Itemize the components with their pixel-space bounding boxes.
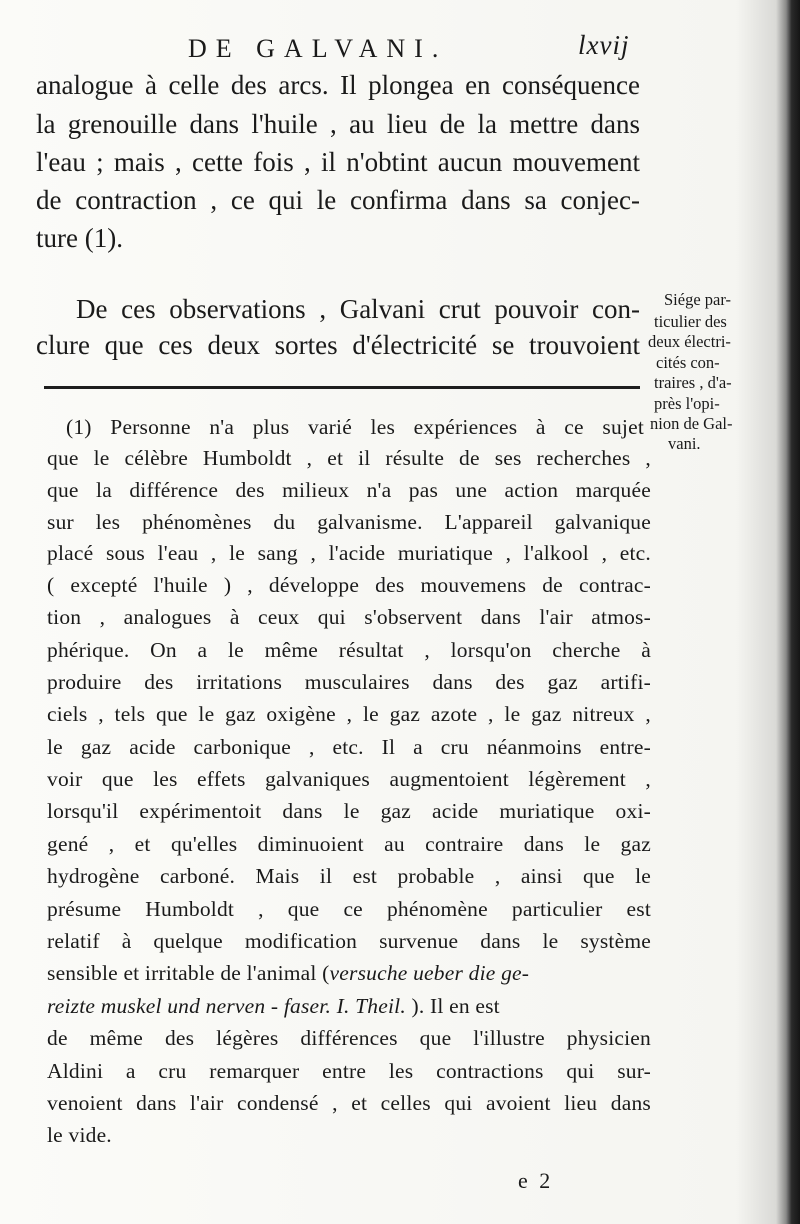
margin-note-line: deux électri- (648, 332, 731, 351)
footnote-line: hydrogène carboné. Mais il est probable , ainsi que le (47, 864, 651, 888)
footnote-text: sensible et irritable de l'animal ( (47, 961, 330, 985)
footnote-line: placé sous l'eau , le sang , l'acide muriatique , l'alkool , etc. (47, 541, 651, 565)
body-line: la grenouille dans l'huile , au lieu de la mettre dans (36, 109, 640, 139)
footnote-line: tion , analogues à ceux qui s'observent dans l'air atmos- (47, 605, 651, 629)
body-line: de contraction , ce qui le confirma dans sa conjec- (36, 185, 640, 215)
footnote-line: Aldini a cru remarquer entre les contractions qui sur- (47, 1059, 651, 1083)
footnote-line: lorsqu'il expérimentoit dans le gaz acide muriatique oxi- (47, 799, 651, 823)
footnote-text: ). Il en est (405, 994, 500, 1018)
footnote-line: produire des irritations musculaires dans des gaz artifi- (47, 670, 651, 694)
footnote-line: de même des légères différences que l'illustre physicien (47, 1026, 651, 1050)
running-title: DE GALVANI. (188, 34, 448, 63)
footnote-line: sur les phénomènes du galvanisme. L'appareil galvanique (47, 510, 651, 534)
page-number: lxvij (578, 30, 630, 60)
margin-note-line: ticulier des (654, 312, 727, 331)
body-line: clure que ces deux sortes d'électricité se trouvoient (36, 330, 640, 360)
footnote-line: le gaz acide carbonique , etc. Il a cru néanmoins entre- (47, 735, 651, 759)
body-line: l'eau ; mais , cette fois , il n'obtint aucun mouvement (36, 147, 640, 177)
body-line: ture (1). (36, 223, 123, 253)
footnote-rule (44, 386, 640, 389)
page-binding-edge (786, 0, 800, 1224)
margin-note-line: traires , d'a- (654, 373, 732, 392)
footnote-line: phérique. On a le même résultat , lorsqu'on cherche à (47, 638, 651, 662)
footnote-line: venoient dans l'air condensé , et celles qui avoient lieu dans (47, 1091, 651, 1115)
margin-note-line: cités con- (656, 353, 720, 372)
footnote-line: (1) Personne n'a plus varié les expériences à ce sujet (66, 415, 644, 439)
footnote-line: ( excepté l'huile ) , développe des mouvemens de contrac- (47, 573, 651, 597)
body-line: De ces observations , Galvani crut pouvoir con- (76, 294, 640, 324)
margin-note-line: vani. (668, 434, 701, 453)
footnote-citation: reizte muskel und nerven - faser. I. Theil. (47, 994, 406, 1018)
footnote-line (47, 996, 651, 1018)
footnote-line: le vide. (47, 1123, 112, 1147)
footnote-line (47, 963, 651, 985)
footnote-line: gené , et qu'elles diminuoient au contraire dans le gaz (47, 832, 651, 856)
margin-note-line: Siége par- (664, 290, 732, 309)
footnote-line: voir que les effets galvaniques augmentoient légèrement , (47, 767, 651, 791)
footnote-citation: versuche ueber die ge- (329, 961, 530, 985)
footnote-line: que le célèbre Humboldt , et il résulte de ses recherches , (47, 446, 651, 470)
body-line: analogue à celle des arcs. Il plongea en conséquence (36, 70, 640, 100)
footnote-line: présume Humboldt , que ce phénomène particulier est (47, 897, 651, 921)
footnote-line: que la différence des milieux n'a pas une action marquée (47, 478, 651, 502)
footnote-line: relatif à quelque modification survenue dans le système (47, 929, 651, 953)
footnote-line: ciels , tels que le gaz oxigène , le gaz azote , le gaz nitreux , (47, 702, 651, 726)
margin-note-line: près l'opi- (654, 394, 720, 413)
margin-note-line: nion de Gal- (650, 414, 733, 433)
signature-mark: e 2 (518, 1168, 554, 1193)
